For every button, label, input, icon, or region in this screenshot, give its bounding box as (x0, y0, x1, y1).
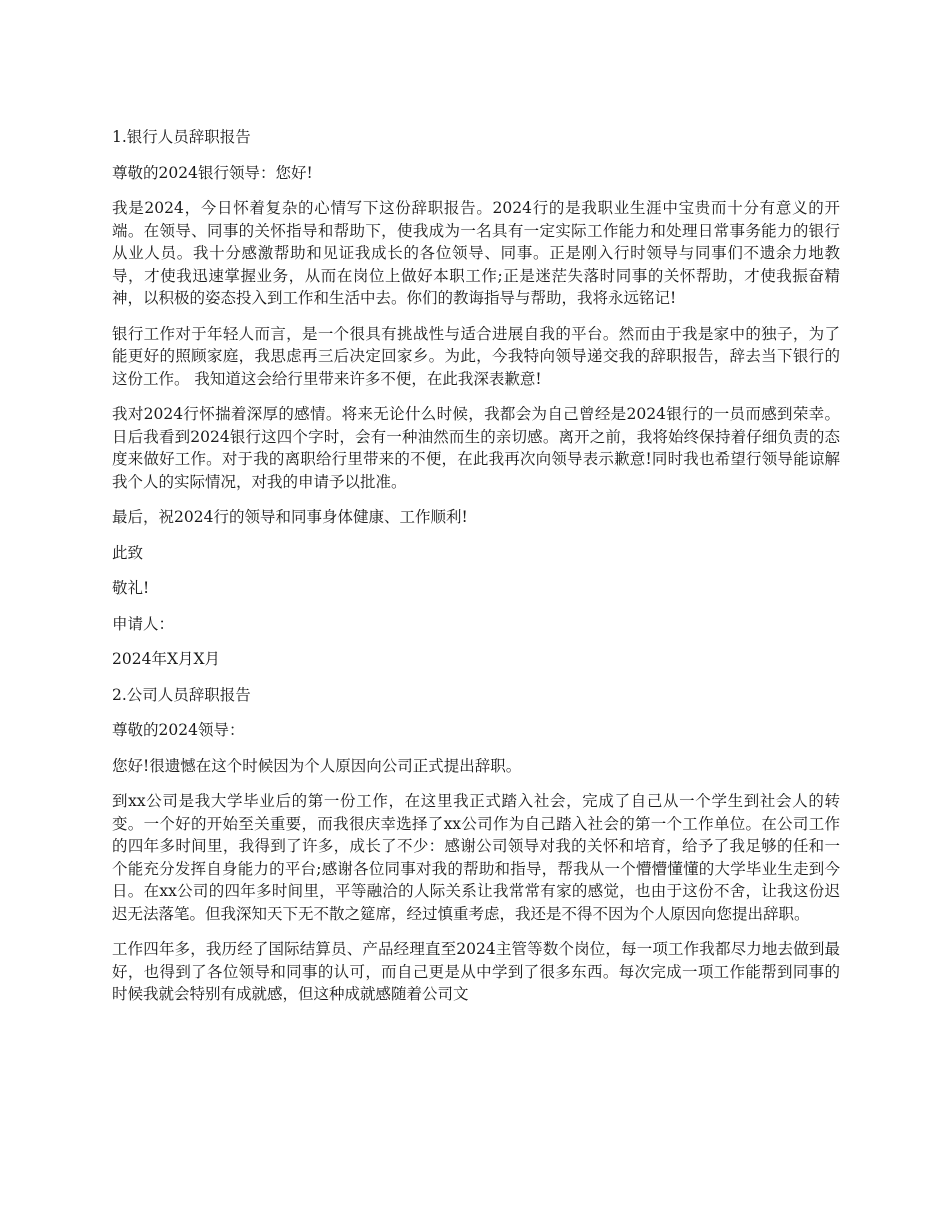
salutation-bank: 尊敬的2024银行领导：您好! (112, 163, 313, 182)
document-body (112, 126, 840, 1019)
date-line: 2024年X月X月 (112, 650, 221, 668)
closing-jingli: 敬礼! (112, 579, 150, 597)
closing-cizhi: 此致 (112, 543, 144, 562)
section-heading-company: 2.公司人员辞职报告 (112, 685, 251, 704)
body-paragraph: 到xx公司是我大学毕业后的第一份工作，在这里我正式踏入社会，完成了自己从一个学生到社会人的转变。一个好的开始至关重要，而我很庆幸选择了xx公司作为自己踏入社会的第一个工作单位。在公司工作的四年多时间里，我得到了许多，成长了不少：感谢公司领导对我的关怀和培育，给予了我足够的任和一个能充分发挥自身能力的平台;感谢各位同事对我的帮助和指导，帮我从一个懵懵懂懂的大学毕业生走到今日。在xx公司的四年多时间里，平等融洽的人际关系让我常常有家的感觉，也由于这份不舍，让我这份迟迟无法落笔。但我深知天下无不散之筵席，经过慎重考虑，我还是不得不因为个人原因向您提出辞职。 (112, 792, 840, 923)
body-paragraph: 我对2024行怀揣着深厚的感情。将来无论什么时候，我都会为自己曾经是2024银行的一员而感到荣幸。日后我看到2024银行这四个字时，会有一种油然而生的亲切感。离开之前，我将始终保持着仔细负责的态度来做好工作。对于我的离职给行里带来的不便，在此我再次向领导表示歉意!同时我也希望行领导能谅解我个人的实际情况，对我的申请予以批准。 (112, 405, 840, 491)
salutation-company: 尊敬的2024领导： (112, 721, 245, 739)
greeting-line: 您好!很遗憾在这个时候因为个人原因向公司正式提出辞职。 (112, 756, 522, 775)
closing-wish: 最后，祝2024行的领导和同事身体健康、工作顺利! (112, 508, 468, 526)
body-paragraph: 我是2024，今日怀着复杂的心情写下这份辞职报告。2024行的是我职业生涯中宝贵而十分有意义的开端。在领导、同事的关怀指导和帮助下，使我成为一名具有一定实际工作能力和处理日常事务能力的银行从业人员。我十分感激帮助和见证我成长的各位领导、同事。正是刚入行时领导与同事们不遗余力地教导，才使我迅速掌握业务，从而在岗位上做好本职工作;正是迷茫失落时同事的关怀帮助，才使我振奋精神，以积极的姿态投入到工作和生活中去。你们的教诲指导与帮助，我将永远铭记! (112, 199, 840, 307)
section-heading-bank: 1.银行人员辞职报告 (112, 128, 251, 146)
body-paragraph: 工作四年多，我历经了国际结算员、产品经理直至2024主管等数个岗位，每一项工作我都尽力地去做到最好，也得到了各位领导和同事的认可，而自己更是从中学到了很多东西。每次完成一项工作能帮到同事的时候我就会特别有成就感，但这种成就感随着公司文 (112, 940, 840, 1003)
applicant-label: 申请人： (112, 614, 175, 633)
body-paragraph: 银行工作对于年轻人而言，是一个很具有挑战性与适合进展自我的平台。然而由于我是家中的独子，为了能更好的照顾家庭，我思虑再三后决定回家乡。为此，今我特向领导递交我的辞职报告，辞去当下银行的这份工作。 我知道这会给行里带来许多不便，在此我深表歉意! (112, 324, 840, 388)
